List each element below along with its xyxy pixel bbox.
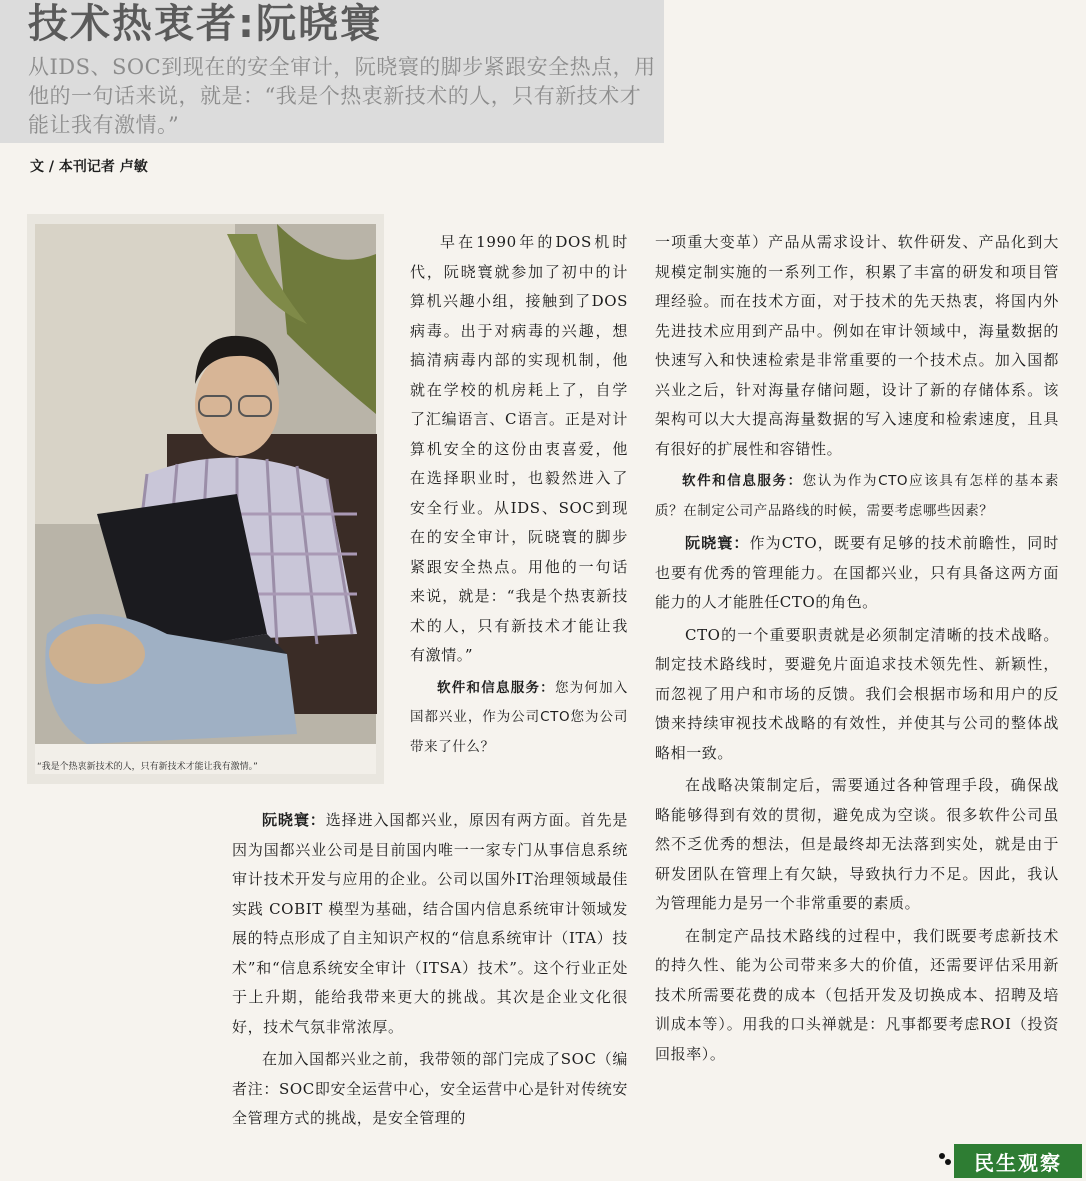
question-1-speaker: 软件和信息服务： bbox=[437, 679, 555, 696]
answer-1-text: 选择进入国都兴业，原因有两方面。首先是因为国都兴业公司是目前国内唯一一家专门从事信息系统审计技术开发与应用的企业。公司以国外IT治理领域最佳实践 COBIT 模型为基础，结合国内信息系统审计领域发展的特点形成了自主知识产权的“信息系统审计（ITA）技术”和“信息系统安全审计（ITSA）技术”。这个行业正处于上升期，能给我带来更大的挑战。其次是企业文化很好，技术气氛非常浓厚。 bbox=[232, 811, 629, 1036]
portrait-photo bbox=[27, 214, 384, 784]
column-c bbox=[655, 228, 1059, 1072]
column-a bbox=[410, 228, 628, 765]
answer-2-text: 作为CTO，既要有足够的技术前瞻性，同时也要有优秀的管理能力。在国都兴业，只有具备这两方面能力的人才能胜任CTO的角色。 bbox=[655, 534, 1060, 611]
answer-1-continued: 在加入国都兴业之前，我带领的部门完成了SOC（编者注：SOC即安全运营中心，安全运营中心是针对传统安全管理方式的挑战，是安全管理的 bbox=[232, 1050, 628, 1127]
byline: 文 / 本刊记者 卢敏 bbox=[30, 159, 148, 175]
column-c-paragraph-1: 一项重大变革）产品从需求设计、软件研发、产品化到大规模定制实施的一系列工作，积累了丰富的研发和项目管理经验。而在技术方面，对于技术的先天热衷，将国内外先进技术应用到产品中。例如在审计领域中，海量数据的快速写入和快速检索是非常重要的一个技术点。加入国都兴业之后，针对海量存储问题，设计了新的存储体系。该架构可以大大提高海量数据的写入速度和检索速度，且具有很好的扩展性和容错性。 bbox=[655, 233, 1059, 458]
column-c-paragraph-4: 在战略决策制定后，需要通过各种管理手段，确保战略能够得到有效的贯彻，避免成为空谈。很多软件公司虽然不乏优秀的想法，但是最终却无法落到实处，就是由于研发团队在管理上有欠缺，导致执行力不足。因此，我认为管理能力是另一个非常重要的素质。 bbox=[655, 776, 1059, 912]
answer-1 bbox=[232, 806, 628, 1042]
article-title: 技术热衷者:阮晓寰 bbox=[28, 1, 382, 47]
header-band bbox=[0, 0, 664, 143]
answer-2 bbox=[655, 529, 1059, 618]
intro-paragraph: 早在1990年的DOS机时代，阮晓寰就参加了初中的计算机兴趣小组，接触到了DOS 病毒。出于对病毒的兴趣，想搞清病毒内部的实现机制，他就在学校的机房耗上了，自学了汇编语言、C语言。正是对计算机安全的这份由衷喜爱，他在选择职业时，也毅然进入了安全行业。从IDS、SOC到现在的安全审计，阮晓寰的脚步紧跟安全热点。用他的一句话来说，就是：“我是个热衷新技术的人，只有新技术才能让我有激情。” bbox=[410, 233, 628, 664]
question-1-text: 您为何加入国都兴业，作为公司CTO您为公司带来了什么？ bbox=[410, 679, 628, 755]
article-subtitle: 从IDS、SOC到现在的安全审计，阮晓寰的脚步紧跟安全热点，用他的一句话来说，就是：“我是个热衷新技术的人，只有新技术才能让我有激情。” bbox=[28, 55, 656, 137]
question-2-speaker: 软件和信息服务： bbox=[682, 473, 803, 489]
portrait-illustration bbox=[27, 214, 384, 784]
question-2 bbox=[655, 467, 1059, 526]
watermark-logo-icon bbox=[938, 1152, 952, 1166]
watermark-badge: 民生观察 bbox=[954, 1144, 1082, 1178]
photo-caption: “我是个热衷新技术的人，只有新技术才能让我有激情。” bbox=[37, 762, 258, 772]
question-2-text: 您认为作为CTO应该具有怎样的基本素质？在制定公司产品路线的时候，需要考虑哪些因素？ bbox=[655, 473, 1059, 519]
answer-1-speaker: 阮晓寰： bbox=[262, 811, 326, 829]
column-c-paragraph-3: CTO的一个重要职责就是必须制定清晰的技术战略。制定技术路线时，要避免片面追求技术领先性、新颖性，而忽视了用户和市场的反馈。我们会根据市场和用户的反馈来持续审视技术战略的有效性，并使其与公司的整体战略相一致。 bbox=[655, 625, 1059, 762]
column-b bbox=[232, 806, 628, 1137]
question-1 bbox=[410, 674, 628, 763]
column-c-paragraph-5: 在制定产品技术路线的过程中，我们既要考虑新技术的持久性、能为公司带来多大的价值，还需要评估采用新技术所需要花费的成本（包括开发及切换成本、招聘及培训成本等）。用我的口头禅就是：凡事都要考虑ROI（投资回报率）。 bbox=[655, 926, 1059, 1063]
answer-2-speaker: 阮晓寰： bbox=[685, 534, 750, 552]
